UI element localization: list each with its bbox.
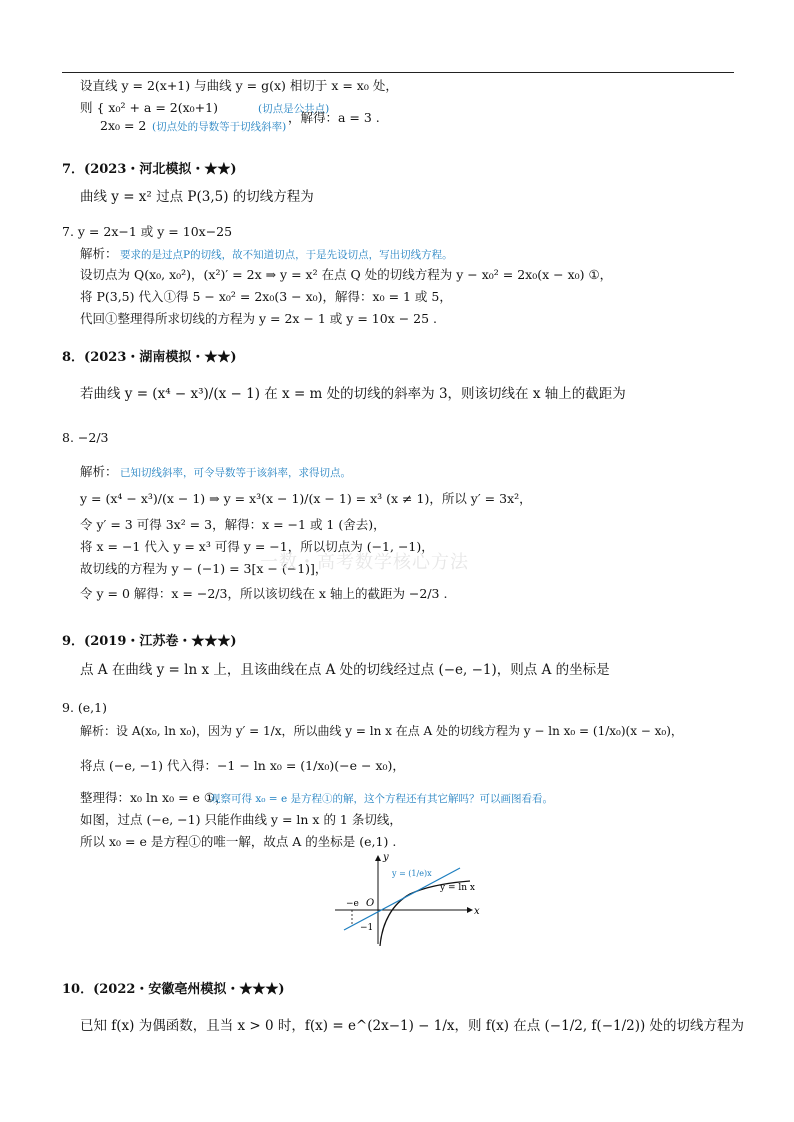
q9-step-3: 整理得：x₀ ln x₀ = e ①， (80, 790, 228, 805)
q8-step-3: 将 x = −1 代入 y = x³ 可得 y = −1，所以切点为 (−1, −1)， (80, 539, 434, 554)
prev-system-eq-2: 2x₀ = 2 (100, 118, 147, 133)
q9-answer: 9. (e,1) (62, 700, 107, 715)
watermark: 一数・高考数学核心方法 (260, 552, 469, 573)
q8-step-5: 令 y = 0 解得：x = −2/3，所以该切线在 x 轴上的截距为 −2/3 . (80, 586, 448, 601)
q7-header: 7．(2023・河北模拟・★★) (62, 162, 237, 177)
prev-result: ，解得：a = 3 . (288, 110, 380, 125)
q9-header: 9．(2019・江苏卷・★★★) (62, 634, 237, 649)
q7-answer: 7. y = 2x−1 或 y = 10x−25 (62, 224, 233, 239)
q7-step-3: 代回①整理得所求切线的方程为 y = 2x − 1 或 y = 10x − 25 . (80, 311, 437, 326)
q8-stem: 若曲线 y = (x⁴ − x³)/(x − 1) 在 x = m 处的切线的斜率为 3，则该切线在 x 轴上的截距为 (80, 386, 626, 402)
q10-header: 10．(2022・安徽亳州模拟・★★★) (62, 982, 285, 997)
prev-annotation-1: (切点是公共点) (258, 103, 330, 115)
x-axis-label: x (474, 906, 480, 917)
q9-step-4: 如图，过点 (−e, −1) 只能作曲线 y = ln x 的 1 条切线， (80, 812, 402, 827)
origin-label: O (366, 898, 375, 909)
q8-analysis-label: 解析： (80, 464, 118, 479)
q8-step-4: 故切线的方程为 y − (−1) = 3[x − (−1)]， (80, 561, 328, 576)
q9-stem: 点 A 在曲线 y = ln x 上，且该曲线在点 A 处的切线经过点 (−e, −1)，则点 A 的坐标是 (80, 662, 610, 678)
prev-system-eq-1: 则 { x₀² + a = 2(x₀+1) (80, 100, 218, 115)
q7-stem: 曲线 y = x² 过点 P(3,5) 的切线方程为 (80, 189, 314, 205)
y-axis-label: y (383, 852, 389, 863)
x-tick-label: −e (346, 899, 359, 909)
q10-stem: 已知 f(x) 为偶函数，且当 x > 0 时，f(x) = e^(2x−1) − 1/x，则 f(x) 在点 (−1/2, f(−1/2)) 处的切线方程为 (80, 1018, 745, 1034)
q8-answer: 8. −2/3 (62, 430, 109, 445)
q7-analysis-label: 解析： (80, 246, 118, 261)
q9-step-5: 所以 x₀ = e 是方程①的唯一解，故点 A 的坐标是 (e,1) . (80, 834, 397, 849)
prev-annotation-2: (切点处的导数等于切线斜率) (152, 121, 287, 133)
q9-step-1: 解析：设 A(x₀, ln x₀)，因为 y′ = 1/x，所以曲线 y = ln x 在点 A 处的切线方程为 y − ln x₀ = (1/x₀)(x − x₀)， (80, 724, 683, 738)
q8-header: 8．(2023・湖南模拟・★★) (62, 350, 237, 365)
tangent-graph (330, 848, 490, 948)
q9-analysis-note: 观察可得 x₀ = e 是方程①的解，这个方程还有其它解吗？可以画图看看。 (210, 793, 553, 805)
q8-step-2: 令 y′ = 3 可得 3x² = 3，解得：x = −1 或 1 (舍去)， (80, 517, 386, 532)
q7-step-2: 将 P(3,5) 代入①得 5 − x₀² = 2x₀(3 − x₀)，解得：x₀ = 1 或 5， (80, 289, 452, 304)
q8-step-1: y = (x⁴ − x³)/(x − 1) ⇒ y = x³(x − 1)/(x − 1) = x³ (x ≠ 1)，所以 y′ = 3x²， (80, 491, 532, 506)
q8-analysis-note: 已知切线斜率，可令导数等于该斜率，求得切点。 (120, 467, 351, 479)
prev-solution-line-1: 设直线 y = 2(x+1) 与曲线 y = g(x) 相切于 x = x₀ 处， (80, 78, 398, 93)
curve-label: y = ln x (440, 883, 475, 893)
tangent-label: y = (1/e)x (392, 869, 432, 878)
q7-analysis-note: 要求的是过点P的切线，故不知道切点，于是先设切点，写出切线方程。 (120, 249, 453, 261)
q7-step-1: 设切点为 Q(x₀, x₀²)，(x²)′ = 2x ⇒ y = x² 在点 Q 处的切线方程为 y − x₀² = 2x₀(x − x₀) ①， (80, 267, 613, 282)
q9-step-2: 将点 (−e, −1) 代入得：−1 − ln x₀ = (1/x₀)(−e − x₀)， (80, 758, 405, 773)
top-rule (62, 72, 734, 73)
y-tick-label: −1 (360, 923, 374, 933)
